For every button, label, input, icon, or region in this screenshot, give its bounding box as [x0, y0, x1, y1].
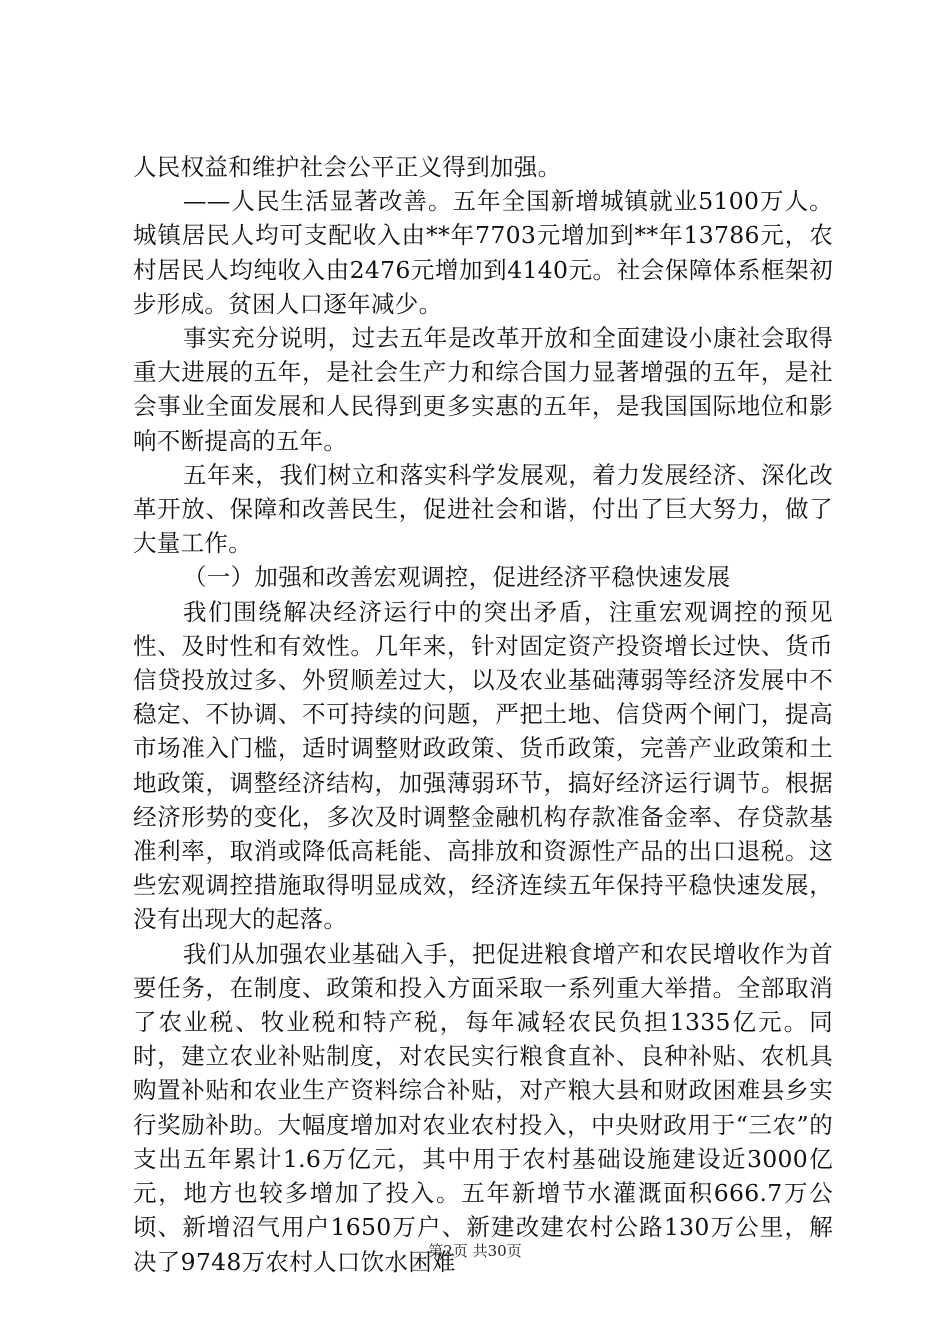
paragraph-5: 我们围绕解决经济运行中的突出矛盾，注重宏观调控的预见性、及时性和有效性。几年来，针对固定资产投资增长过快、货币信贷投放过多、外贸顺差过大，以及农业基础薄弱等经济发展中不稳定、不协调、不可持续的问题，严把土地、信贷两个闸门，提高市场准入门槛，适时调整财政政策、货币政策，完善产业政策和土地政策，调整经济结构，加强薄弱环节，搞好经济运行调节。根据经济形势的变化，多次及时调整金融机构存款准备金率、存贷款基准利率，取消或降低高耗能、高排放和资源性产品的出口退税。这些宏观调控措施取得明显成效，经济连续五年保持平稳快速发展，没有出现大的起落。 [133, 597, 833, 934]
paragraph-1: 人民权益和维护社会公平正义得到加强。 [133, 153, 562, 181]
page-footer [0, 1240, 950, 1261]
section-heading: （一）加强和改善宏观调控，促进经济平稳快速发展 [183, 563, 731, 592]
paragraph-6: 我们从加强农业基础入手，把促进粮食增产和农民增收作为首要任务，在制度、政策和投入方面采取一系列重大举措。全部取消了农业税、牧业税和特产税，每年减轻农民负担1335亿元。同时，建立农业补贴制度，对农民实行粮食直补、良种补贴、农机具购置补贴和农业生产资料综合补贴，对产粮大县和财政困难县乡实行奖励补助。大幅度增加对农业农村投入，中央财政用于“三农”的支出五年累计1.6万亿元，其中用于农村基础设施建设近3000亿元，地方也较多增加了投入。五年新增节水灌溉面积666.7万公顷、新增沼气用户1650万户、新建改建农村公路130万公里，解决了9748万农村人口饮水困难 [133, 939, 833, 1276]
paragraph-4: 五年来，我们树立和落实科学发展观，着力发展经济、深化改革开放、保障和改善民生，促进社会和谐，付出了巨大努力，做了大量工作。 [133, 460, 833, 558]
document-body [133, 150, 833, 1279]
page-number: 第2页 共30页 [428, 1242, 522, 1260]
paragraph-2: ——人民生活显著改善。五年全国新增城镇就业5100万人。城镇居民人均可支配收入由**年7703元增加到**年13786元，农村居民人均纯收入由2476元增加到4140元。社会保障体系框架初步形成。贫困人口逐年减少。 [133, 187, 833, 318]
paragraph-3: 事实充分说明，过去五年是改革开放和全面建设小康社会取得重大进展的五年，是社会生产力和综合国力显著增强的五年，是社会事业全面发展和人民得到更多实惠的五年，是我国国际地位和影响不断提高的五年。 [133, 324, 833, 455]
